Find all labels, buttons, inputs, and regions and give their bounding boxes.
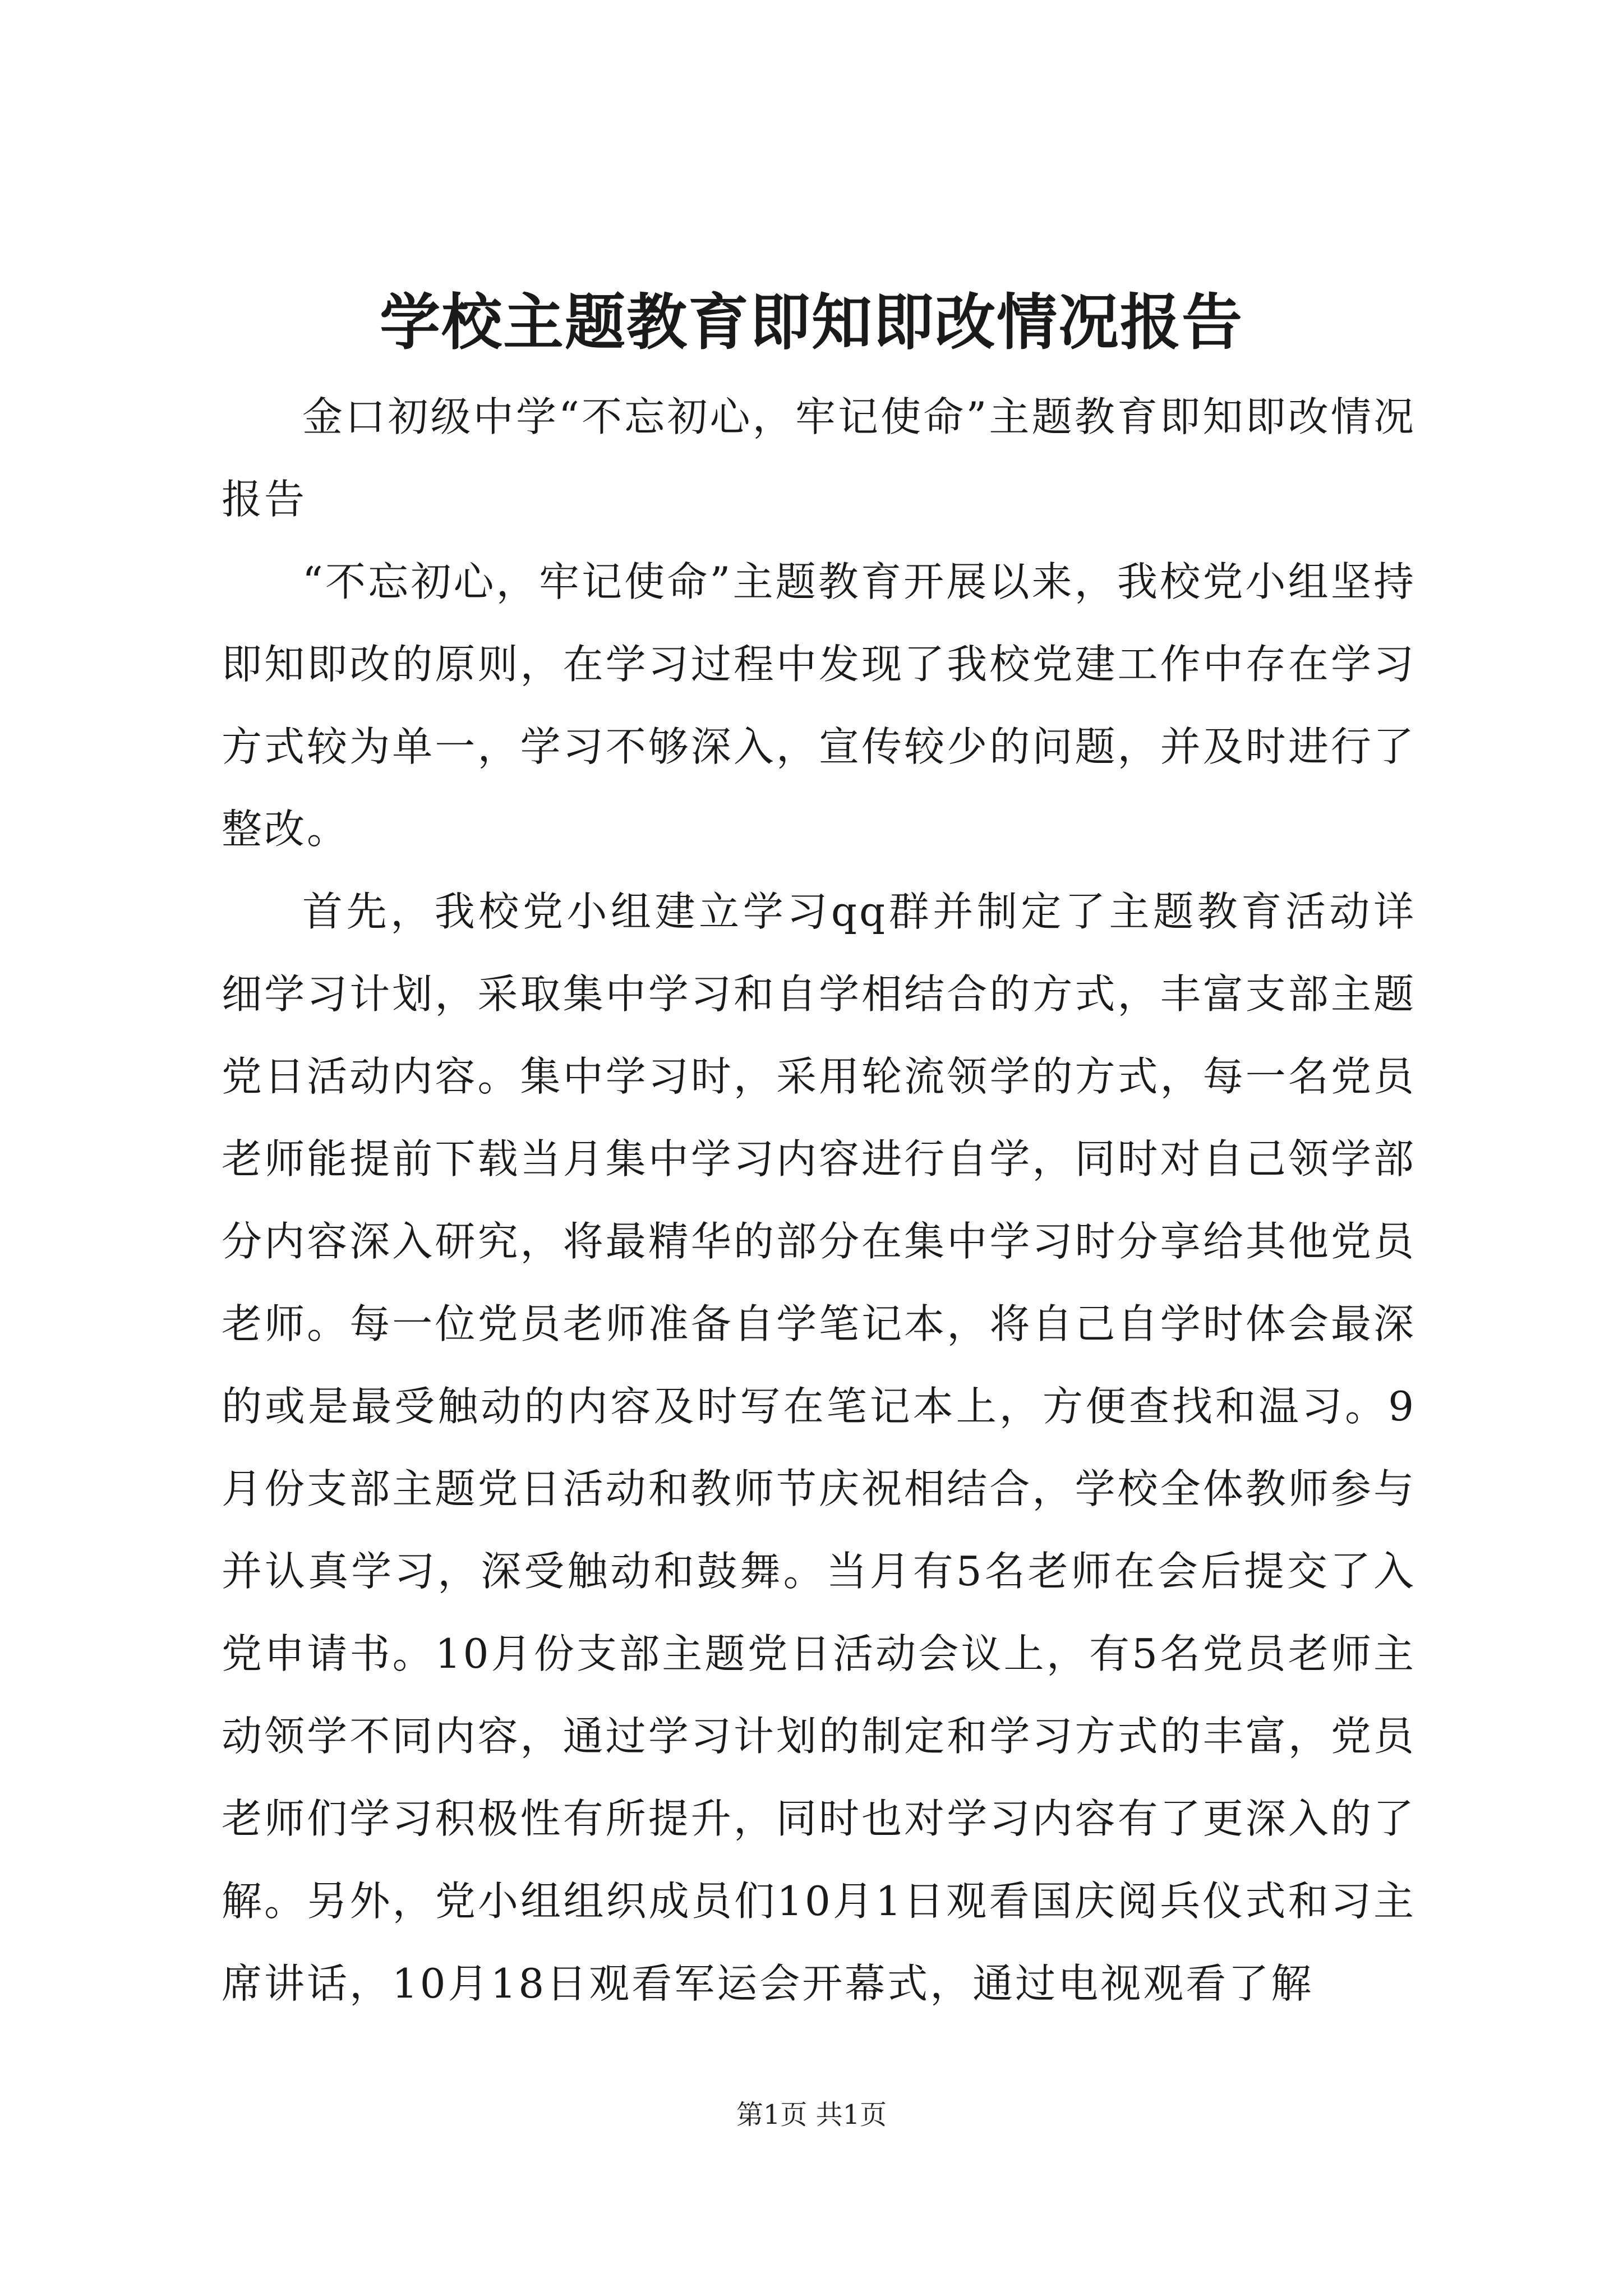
page-footer: 第1页 共1页: [736, 2099, 887, 2131]
paragraph-overview: “不忘初心，牢记使命”主题教育开展以来，我校党小组坚持即知即改的原则，在学习过程中发现了我校党建工作中存在学习方式较为单一，学习不够深入，宣传较少的问题，并及时进行了整改。: [222, 558, 1416, 853]
document-body: [222, 376, 1416, 2025]
paragraph-measures: 首先，我校党小组建立学习qq群并制定了主题教育活动详细学习计划，采取集中学习和自学相结合的方式，丰富支部主题党日活动内容。集中学习时，采用轮流领学的方式，每一名党员老师能提前下载当月集中学习内容进行自学，同时对自己领学部分内容深入研究，将最精华的部分在集中学习时分享给其他党员老师。每一位党员老师准备自学笔记本，将自己自学时体会最深的或是最受触动的内容及时写在笔记本上，方便查找和温习。9月份支部主题党日活动和教师节庆祝相结合，学校全体教师参与并认真学习，深受触动和鼓舞。当月有5名老师在会后提交了入党申请书。10月份支部主题党日活动会议上，有5名党员老师主动领学不同内容，通过学习计划的制定和学习方式的丰富，党员老师们学习积极性有所提升，同时也对学习内容有了更深入的了解。另外，党小组组织成员们10月1日观看国庆阅兵仪式和习主席讲话，10月18日观看军运会开幕式，通过电视观看了解: [222, 888, 1416, 2007]
paragraph-intro: 金口初级中学“不忘初心，牢记使命”主题教育即知即改情况报告: [222, 393, 1416, 523]
document-title: 学校主题教育即知即改情况报告: [379, 287, 1243, 358]
